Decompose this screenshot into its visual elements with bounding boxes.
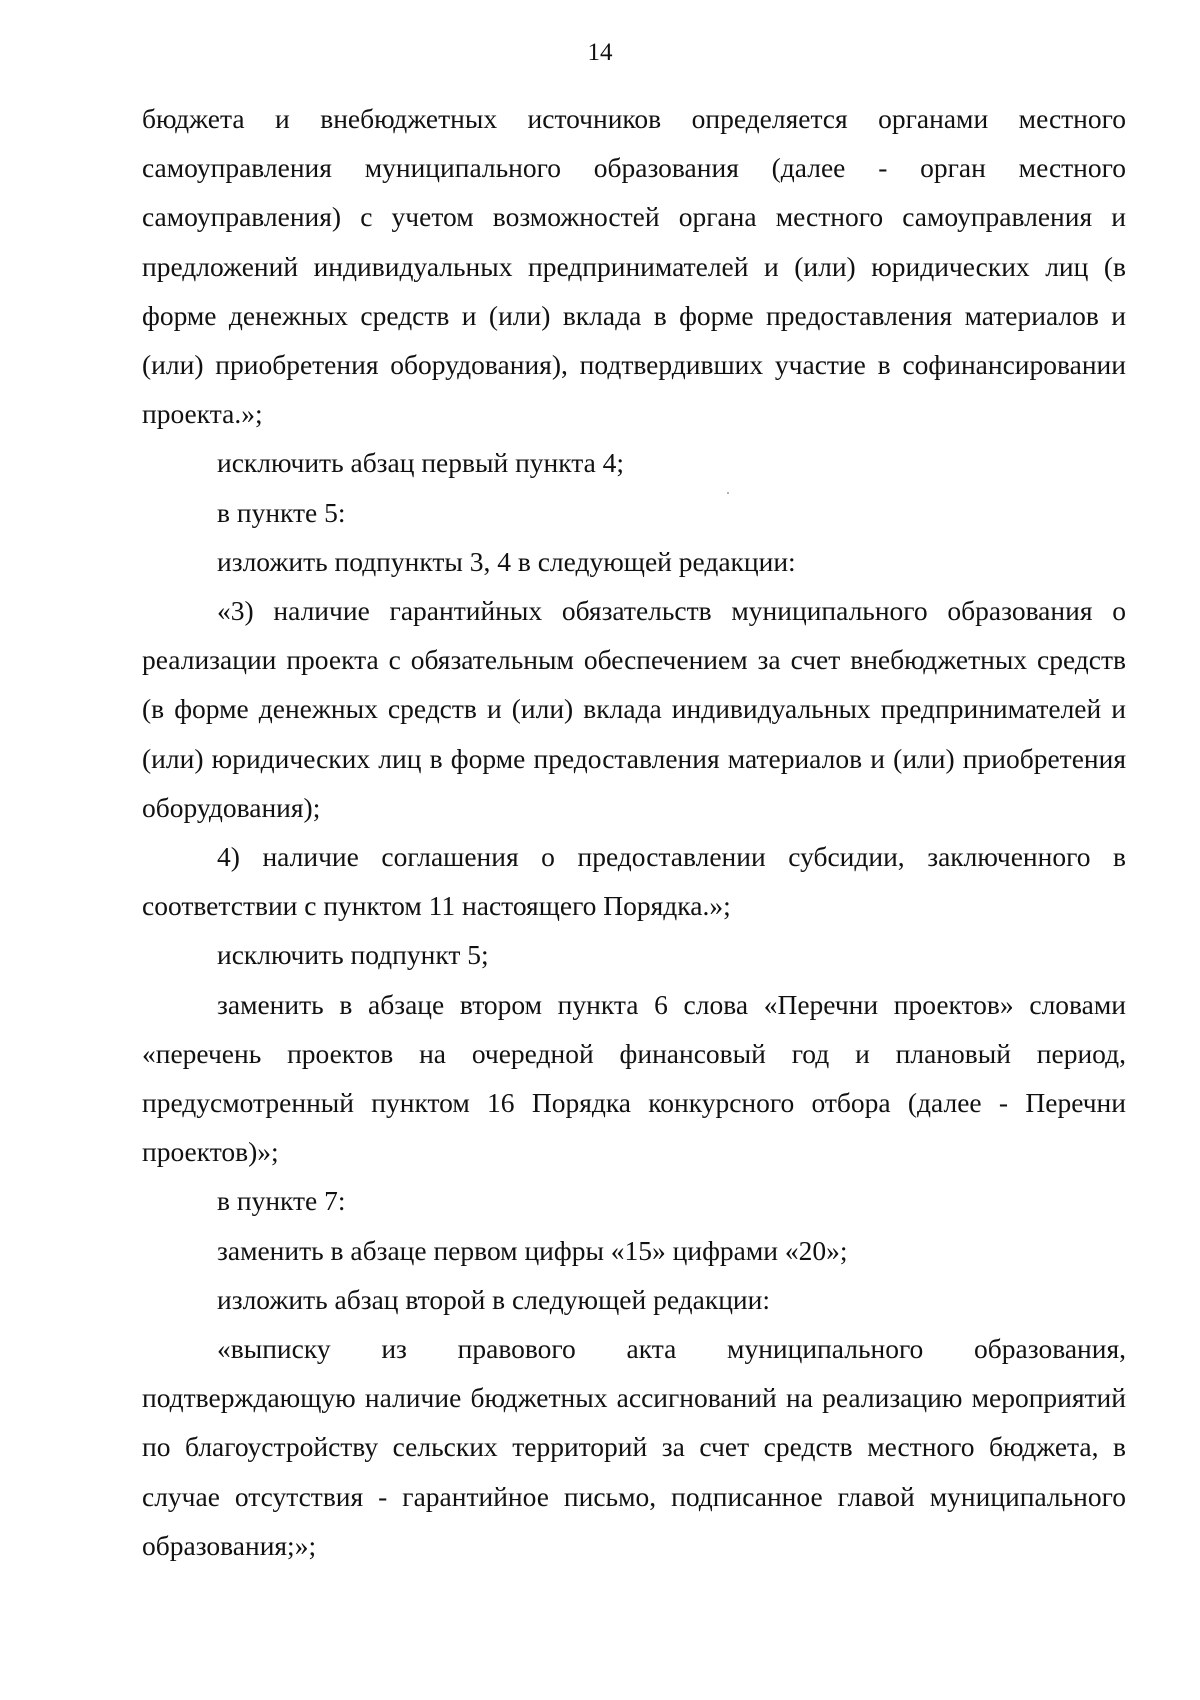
- paragraph-continuation: бюджета и внебюджетных источников определяется органами местного самоуправления муниципального образования (далее - орган местного самоуправления) с учетом возможностей органа местного самоуправления и предложений индивидуальных предпринимателей и (или) юридических лиц (в форме денежных средств и (или) вклада в форме предоставления материалов и (или) приобретения оборудования), подтвердивших участие в софинансировании проекта.»;: [142, 103, 1126, 430]
- paragraph-extract-text: «выписку из правового акта муниципального образования, подтверждающую наличие бюджетных ассигнований на реализацию мероприятий по благоустройству сельских территорий за счет средств местного бюджета, в случае отсутствия - гарантийное письмо, подписанное главой муниципального образования;»;: [142, 1333, 1126, 1561]
- paragraph-subitem-3: «3) наличие гарантийных обязательств муниципального образования о реализации проекта с обязательным обеспечением за счет внебюджетных средств (в форме денежных средств и (или) вклада индивидуальных предпринимателей и (или) юридических лиц в форме предоставления материалов и (или) приобретения оборудования);: [142, 595, 1126, 823]
- paragraph-item-7: в пункте 7:: [217, 1185, 346, 1217]
- paragraph-item-5: в пункте 5:: [217, 496, 346, 528]
- paragraph-replace-item-6: заменить в абзаце втором пункта 6 слова «Перечни проектов» словами «перечень проектов на очередной финансовый год и плановый период, предусмотренный пунктом 16 Порядка конкурсного отбора (далее - Перечни проектов)»;: [142, 988, 1126, 1168]
- scan-speck: [727, 492, 729, 494]
- paragraph-exclude-item-4: исключить абзац первый пункта 4;: [217, 447, 625, 479]
- paragraph-restate-second: изложить абзац второй в следующей редакции:: [217, 1283, 771, 1315]
- paragraph-restate-subitems: изложить подпункты 3, 4 в следующей редакции:: [217, 545, 796, 577]
- paragraph-subitem-4: 4) наличие соглашения о предоставлении субсидии, заключенного в соответствии с пунктом 11 настоящего Порядка.»;: [142, 841, 1126, 922]
- page-number: 14: [587, 39, 613, 66]
- paragraph-replace-digits: заменить в абзаце первом цифры «15» цифрами «20»;: [217, 1234, 848, 1266]
- paragraph-exclude-subitem-5: исключить подпункт 5;: [217, 939, 489, 971]
- document-body: [142, 94, 1126, 1570]
